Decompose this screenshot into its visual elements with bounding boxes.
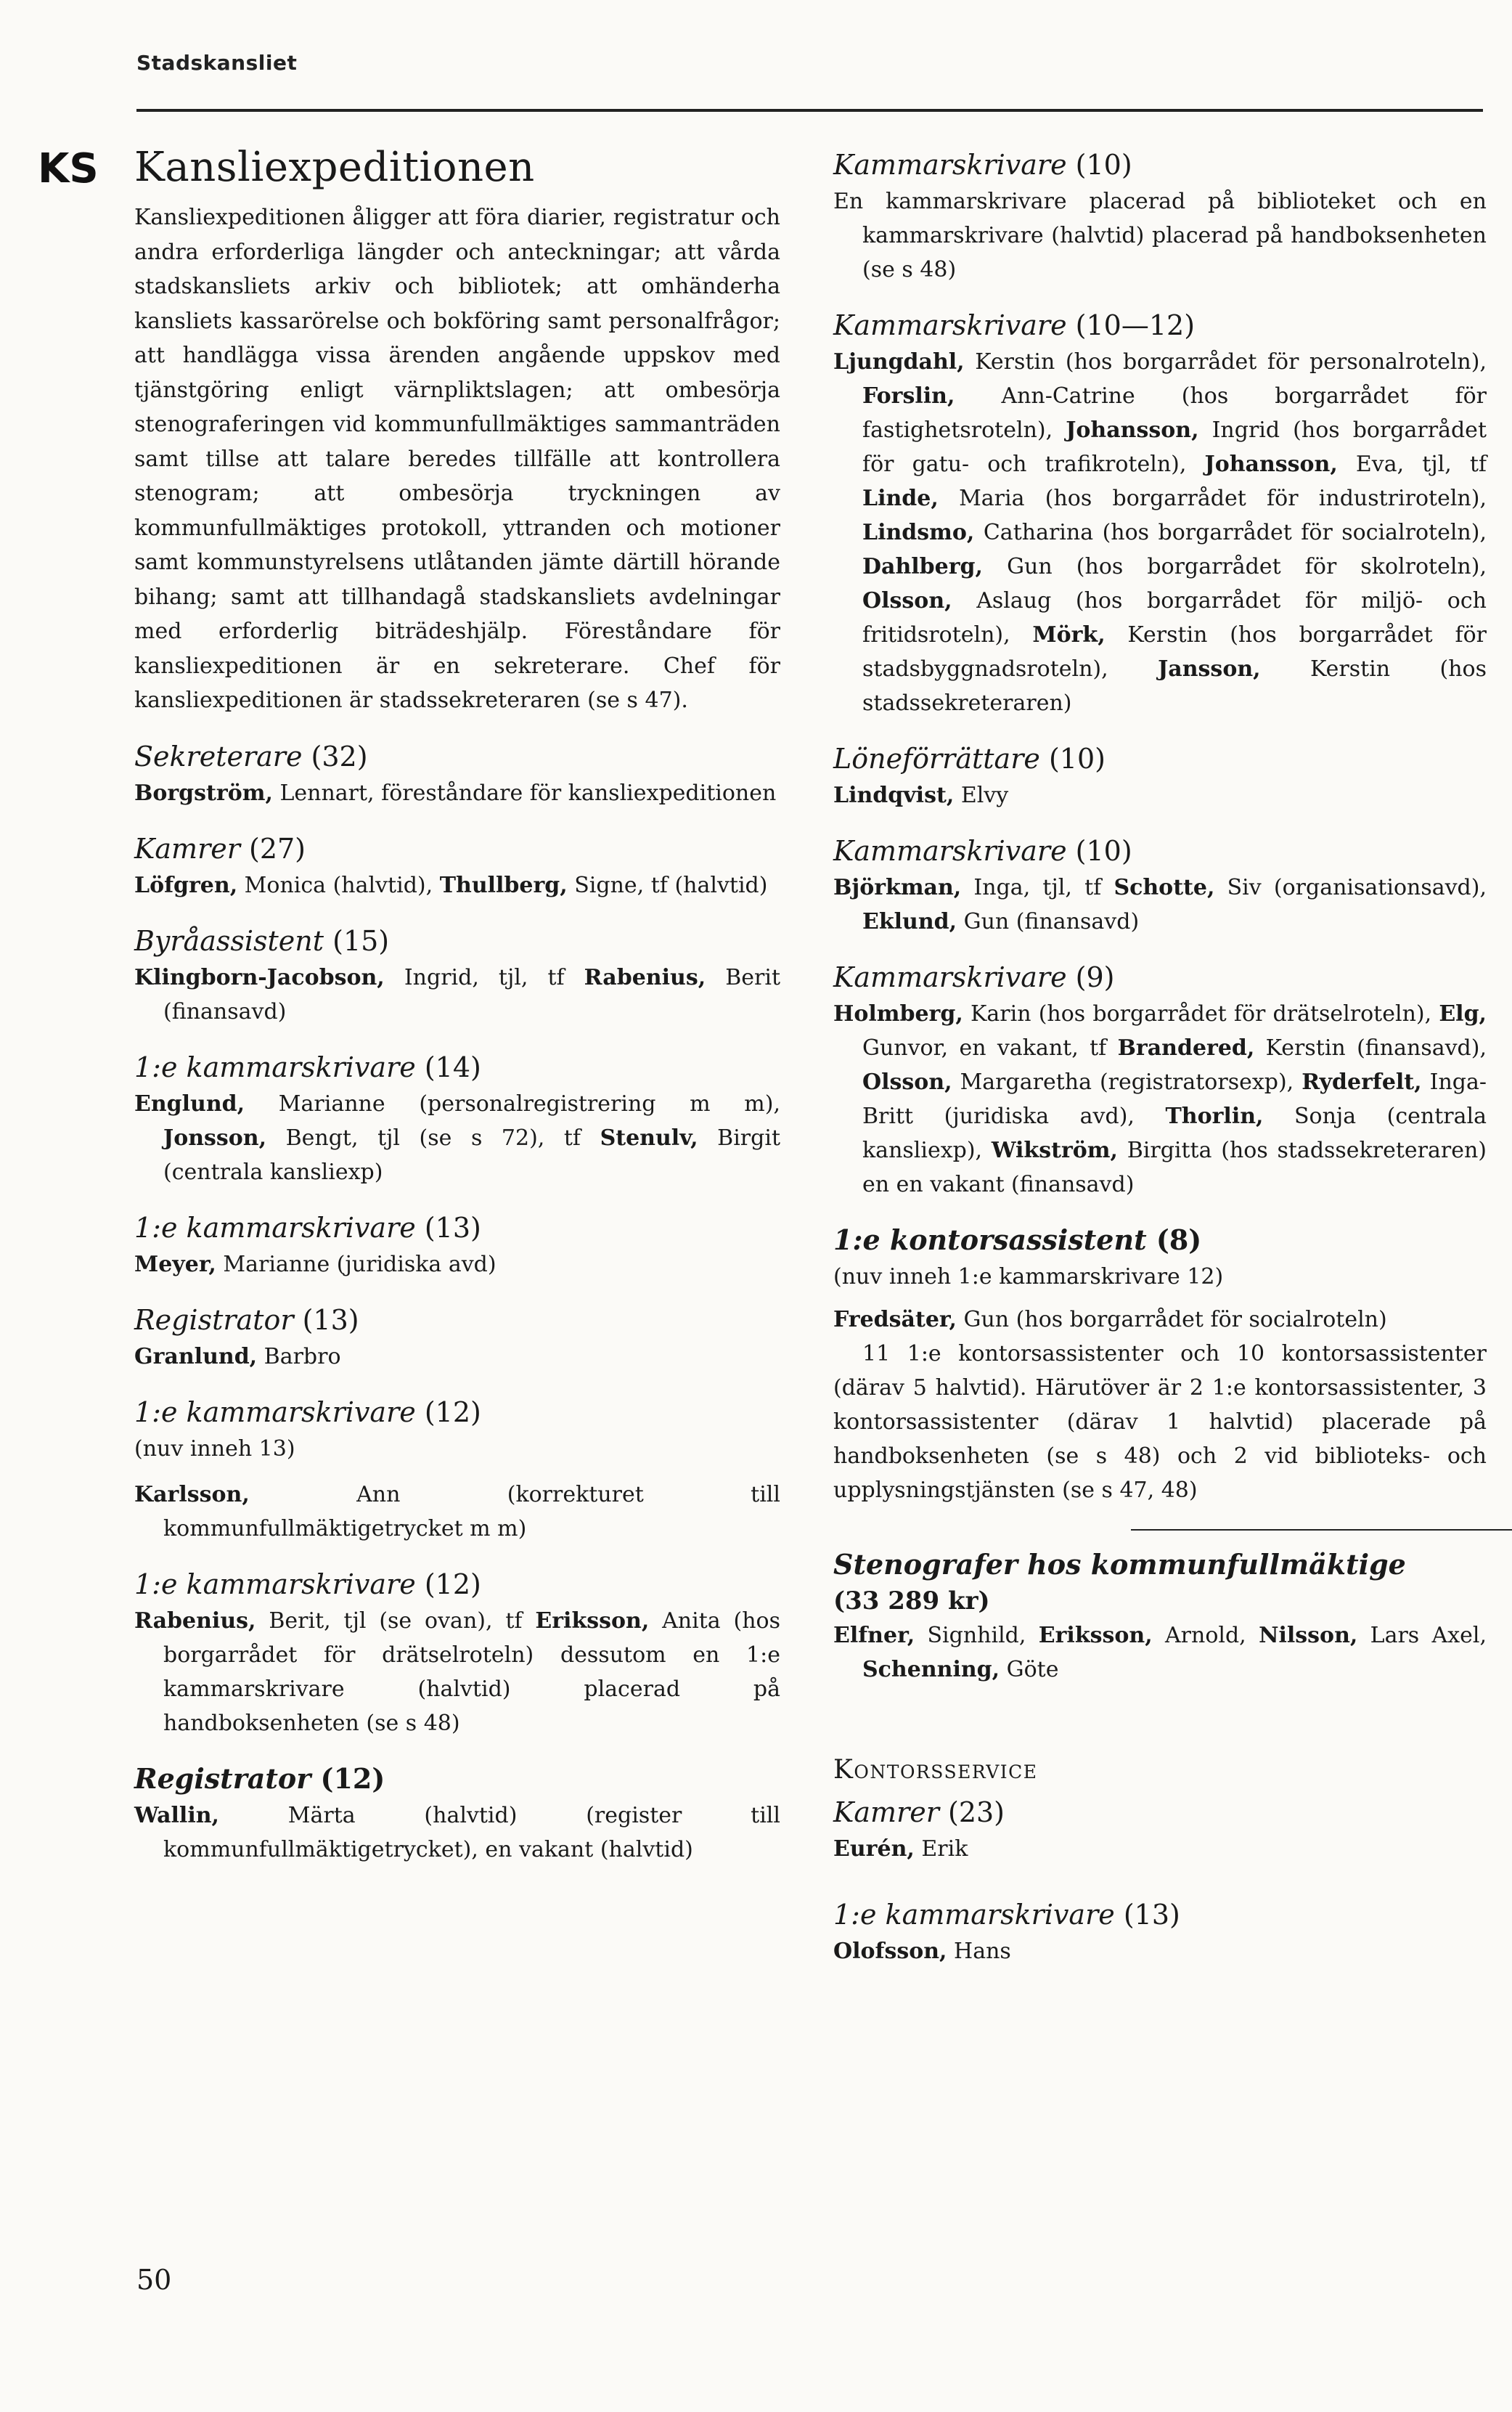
- role-block: [134, 1565, 780, 1740]
- role-block: [833, 145, 1487, 287]
- role-block: [833, 1895, 1487, 1968]
- staff-list: Ljungdahl, Kerstin (hos borgarrådet för personalroteln), Forslin, Ann-Catrine (hos borgarrådet för fastighetsroteln), Johansson, Ingrid (hos borgarrådet för gatu- och trafikroteln), Johansson, Eva, tjl, tf Linde, Maria (hos borgarrådet för industriroteln), Lindsmo, Catharina (hos borgarrådet för socialroteln), Dahlberg, Gun (hos borgarrådet för skolroteln), Olsson, Aslaug (hos borgarrådet för miljö- och fritidsroteln), Mörk, Kerstin (hos borgarrådet för stadsbyggnadsroteln), Jansson, Kerstin (hos stadssekreteraren): [833, 349, 1487, 716]
- role-block: [134, 1393, 780, 1546]
- role-heading: Löneförrättare (10): [833, 743, 1106, 775]
- role-heading: 1:e kammarskrivare (13): [833, 1899, 1180, 1931]
- role-block: [833, 306, 1487, 720]
- role-block: [833, 831, 1487, 939]
- role-heading: Kamrer (27): [134, 832, 306, 865]
- staff-list: Lindqvist, Elvy: [833, 783, 1009, 808]
- staff-list: En kammarskrivare placerad på biblioteket och en kammarskrivare (halvtid) placerad på handboksenheten (se s 48): [833, 189, 1487, 282]
- role-block: [134, 921, 780, 1029]
- role-heading: Registrator (13): [134, 1303, 359, 1336]
- role-block: [134, 1759, 780, 1867]
- role-heading: 1:e kammarskrivare (12): [134, 1396, 481, 1428]
- role-block: [134, 737, 780, 810]
- role-heading: Sekreterare (32): [134, 740, 368, 773]
- staff-list: Englund, Marianne (personalregistrering m m), Jonsson, Bengt, tjl (se s 72), tf Stenulv, Birgit (centrala kansliexp): [134, 1091, 781, 1185]
- subsection-heading: Kontorsservice: [833, 1755, 1038, 1785]
- role-heading: 1:e kammarskrivare (13): [134, 1211, 481, 1244]
- staff-list: Meyer, Marianne (juridiska avd): [134, 1251, 496, 1277]
- role-heading: 1:e kammarskrivare (14): [134, 1051, 481, 1083]
- role-heading: Kammarskrivare (9): [833, 961, 1115, 993]
- role-heading: Kammarskrivare (10): [833, 835, 1132, 867]
- role-block: [833, 1221, 1487, 1507]
- staff-list: Holmberg, Karin (hos borgarrådet för drätselroteln), Elg, Gunvor, en vakant, tf Brandered, Kerstin (finansavd), Olsson, Margaretha (registratorsexp), Ryderfelt, Inga-Britt (juridiska avd), Thorlin, Sonja (centrala kansliexp), Wikström, Birgitta (hos stadssekreteraren) en en vakant (finansavd): [833, 1001, 1487, 1197]
- divider: [1131, 1529, 1512, 1531]
- running-header: [136, 51, 1483, 75]
- intro-paragraph: Kansliexpeditionen åligger att föra diarier, registratur och andra erforderliga längder och anteckningar; att vårda stadskansliets arkiv och bibliotek; att omhänderha kansliets kassarörelse och bokföring samt personalfrågor; att handlägga vissa ärenden angående uppskov med tjänstgöring enligt värnpliktslagen; att ombesörja stenograferingen vid kommunfullmäktiges sammanträden samt tillse att talare beredes tillfälle att kontrollera stenogram; att ombesörja tryckningen av kommunfullmäktiges protokoll, yttranden och motioner samt kommunstyrelsens utlåtanden jämte därtill hörande bihang; samt att tillhandagå stadskansliets avdelningar med erforderlig biträdeshjälp. Föreståndare för kansliexpeditionen är en sekreterare. Chef för kansliexpeditionen är stadssekreteraren (se s 47).: [134, 205, 780, 713]
- role-block: [833, 1793, 1487, 1866]
- role-heading: Registrator (12): [134, 1761, 385, 1795]
- staff-list: Klingborn-Jacobson, Ingrid, tjl, tf Rabenius, Berit (finansavd): [134, 964, 780, 1024]
- role-block: [833, 739, 1487, 812]
- staff-list: Karlsson, Ann (korrekturet till kommunfullmäktigetrycket m m): [134, 1481, 780, 1541]
- staff-list: Elfner, Signhild, Eriksson, Arnold, Nilsson, Lars Axel, Schenning, Göte: [833, 1623, 1487, 1682]
- staff-list: Eurén, Erik: [833, 1836, 968, 1862]
- role-heading: Stenografer hos kommunfullmäktige: [833, 1548, 1406, 1581]
- staff-list: Borgström, Lennart, föreståndare för kansliexpeditionen: [134, 780, 777, 806]
- staff-list: Löfgren, Monica (halvtid), Thullberg, Signe, tf (halvtid): [134, 872, 768, 898]
- role-note: (nuv inneh 13): [134, 1435, 295, 1462]
- role-heading: Kammarskrivare (10): [833, 149, 1132, 181]
- section-title: Kansliexpeditionen: [134, 144, 535, 191]
- role-block: [833, 1545, 1487, 1687]
- staff-list: Rabenius, Berit, tjl (se ovan), tf Eriksson, Anita (hos borgarrådet för drätselroteln) dessutom en 1:e kammarskrivare (halvtid) placerad på handboksenheten (se s 48): [134, 1608, 780, 1736]
- section-code: KS: [38, 145, 99, 192]
- staff-list: Olofsson, Hans: [833, 1939, 1011, 1964]
- role-heading: 1:e kammarskrivare (12): [134, 1568, 481, 1600]
- staff-list: Björkman, Inga, tjl, tf Schotte, Siv (organisationsavd), Eklund, Gun (finansavd): [833, 875, 1487, 934]
- header-rule: [136, 109, 1483, 112]
- role-heading: Byråassistent (15): [134, 924, 390, 957]
- right-column: [833, 145, 1487, 1968]
- staff-list: Fredsäter, Gun (hos borgarrådet för socialroteln): [833, 1307, 1387, 1332]
- role-heading: Kamrer (23): [833, 1796, 1005, 1828]
- staffing-paragraph: 11 1:e kontorsassistenter och 10 kontorsassistenter (därav 5 halvtid). Härutöver är 2 1:e kontorsassistenter, 3 kontorsassistenter (därav 1 halvtid) placerade på handboksenheten (se s 48) och 2 vid biblioteks- och upplysningstjänsten (se s 47, 48): [833, 1341, 1487, 1503]
- left-column: [134, 142, 780, 1867]
- role-block: [134, 1048, 780, 1189]
- role-block: [833, 958, 1487, 1202]
- role-block: [134, 1300, 780, 1374]
- role-block: [134, 1208, 780, 1282]
- role-heading: 1:e kontorsassistent (8): [833, 1223, 1202, 1256]
- role-block: [134, 829, 780, 903]
- staff-list: Granlund, Barbro: [134, 1343, 341, 1369]
- running-head: Stadskansliet: [136, 51, 298, 75]
- staff-list: Wallin, Märta (halvtid) (register till kommunfullmäktigetrycket), en vakant (halvtid): [134, 1802, 780, 1862]
- page-number: 50: [136, 2264, 172, 2296]
- role-grade: (33 289 kr): [833, 1586, 990, 1616]
- role-note: (nuv inneh 1:e kammarskrivare 12): [833, 1264, 1224, 1289]
- role-heading: Kammarskrivare (10—12): [833, 309, 1196, 341]
